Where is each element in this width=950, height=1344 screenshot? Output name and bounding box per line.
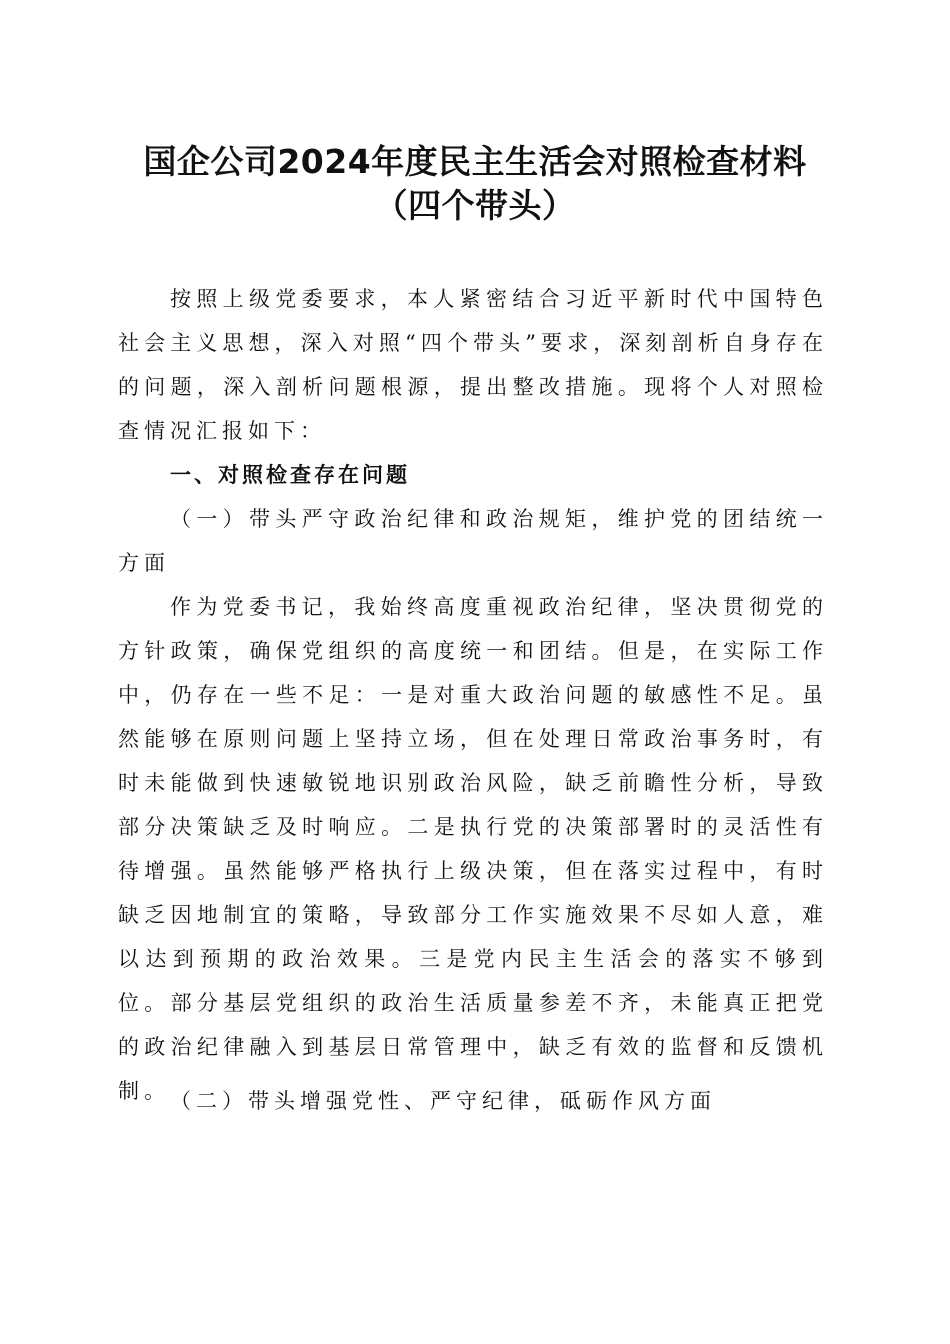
document-title: 国企公司2024年度民主生活会对照检查材料	[143, 142, 807, 181]
subsection-body-1: 作为党委书记，我始终高度重视政治纪律，坚决贯彻党的方针政策，确保党组织的高度统一和团结。但是，在实际工作中，仍存在一些不足：一是对重大政治问题的敏感性不足。虽然能够在原则问题上坚持立场，但在处理日常政治事务时，有时未能做到快速敏锐地识别政治风险，缺乏前瞻性分析，导致部分决策缺乏及时响应。二是执行党的决策部署时的灵活性有待增强。虽然能够严格执行上级决策，但在落实过程中，有时缺乏因地制宜的策略，导致部分工作实施效果不尽如人意，难以达到预期的政治效果。三是党内民主生活会的落实不够到位。部分基层党组织的政治生活质量参差不齐，未能真正把党的政治纪律融入到基层日常管理中，缺乏有效的监督和反馈机制。	[118, 595, 828, 1103]
subsection-heading-2: （二）带头增强党性、严守纪律，砥砺作风方面	[170, 1089, 716, 1113]
intro-paragraph: 按照上级党委要求，本人紧密结合习近平新时代中国特色社会主义思想，深入对照“四个带头”要求，深刻剖析自身存在的问题，深入剖析问题根源，提出整改措施。现将个人对照检查情况汇报如下：	[118, 287, 828, 443]
section-heading-1: 一、对照检查存在问题	[170, 463, 410, 487]
subsection-heading-1: （一）带头严守政治纪律和政治规矩，维护党的团结统一方面	[118, 507, 828, 575]
document-subtitle: （四个带头）	[374, 186, 576, 225]
